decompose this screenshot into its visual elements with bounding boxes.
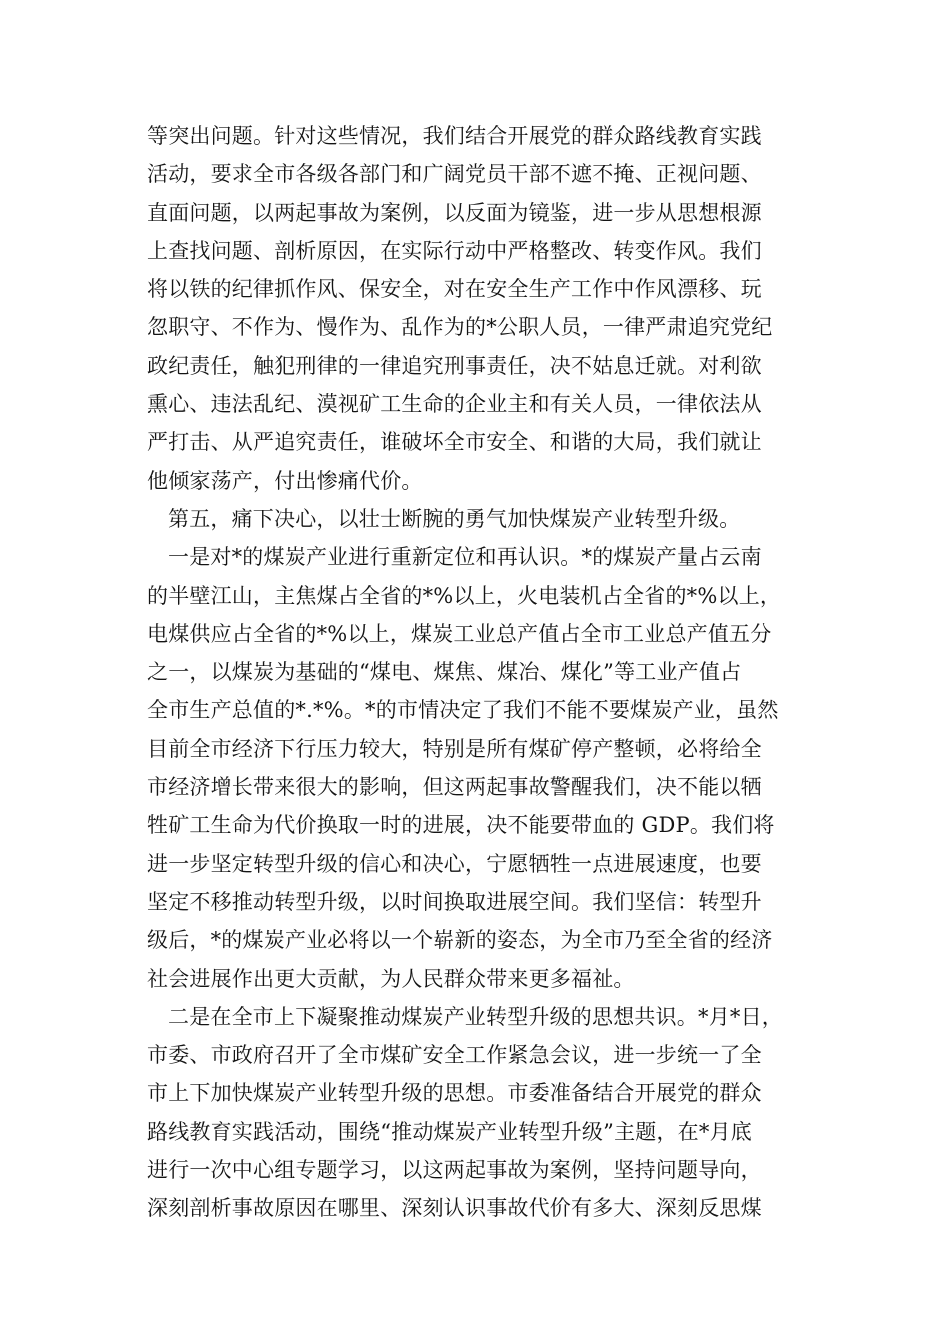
text-line: 上查找问题、剖析原因，在实际行动中严格整改、转变作风。我们 bbox=[147, 238, 762, 263]
text-line: 将以铁的纪律抓作风、保安全，对在安全生产工作中作风漂移、玩 bbox=[147, 277, 762, 302]
text-line: 市委、市政府召开了全市煤矿安全工作紧急会议，进一步统一了全 bbox=[147, 1043, 762, 1068]
text-line: 电煤供应占全省的*%以上，煤炭工业总产值占全市工业总产值五分 bbox=[147, 621, 772, 646]
text-line: 市上下加快煤炭产业转型升级的思想。市委准备结合开展党的群众 bbox=[147, 1081, 762, 1106]
text-line: 忽职守、不作为、慢作为、乱作为的*公职人员，一律严肃追究党纪 bbox=[147, 315, 773, 340]
text-line: 路线教育实践活动，围绕“推动煤炭产业转型升级”主题，在*月底 bbox=[147, 1119, 752, 1144]
text-line: 目前全市经济下行压力较大，特别是所有煤矿停产整顿，必将给全 bbox=[147, 736, 762, 761]
paragraph-first-line: 二是在全市上下凝聚推动煤炭产业转型升级的思想共识。*月*日， bbox=[168, 1004, 783, 1029]
text-line: 他倾家荡产，付出惨痛代价。 bbox=[147, 468, 423, 493]
text-line: 熏心、违法乱纪、漠视矿工生命的企业主和有关人员，一律依法从 bbox=[147, 392, 762, 417]
text-line: 活动，要求全市各级各部门和广阔党员干部不遮不掩、正视问题、 bbox=[147, 162, 762, 187]
text-line: 之一，以煤炭为基础的“煤电、煤焦、煤冶、煤化”等工业产值占 bbox=[147, 660, 742, 685]
text-line: 的半壁江山，主焦煤占全省的*%以上，火电装机占全省的*%以上， bbox=[147, 583, 782, 608]
text-line: 政纪责任，触犯刑律的一律追究刑事责任，决不姑息迁就。对利欲 bbox=[147, 353, 762, 378]
paragraph-first-line: 一是对*的煤炭产业进行重新定位和再认识。*的煤炭产量占云南 bbox=[168, 545, 762, 570]
body-text bbox=[147, 117, 807, 1228]
text-line: 坚定不移推动转型升级，以时间换取进展空间。我们坚信：转型升 bbox=[147, 889, 762, 914]
text-line: 进一步坚定转型升级的信心和决心，宁愿牺牲一点进展速度，也要 bbox=[147, 851, 762, 876]
text-line: 全市生产总值的*.*%。*的市情决定了我们不能不要煤炭产业，虽然 bbox=[147, 698, 779, 723]
text-line: 深刻剖析事故原因在哪里、深刻认识事故代价有多大、深刻反思煤 bbox=[147, 1196, 762, 1221]
text-line: 级后，*的煤炭产业必将以一个崭新的姿态，为全市乃至全省的经济 bbox=[147, 928, 773, 953]
text-line: 牲矿工生命为代价换取一时的进展，决不能要带血的 GDP。我们将 bbox=[147, 813, 775, 838]
text-line: 市经济增长带来很大的影响，但这两起事故警醒我们，决不能以牺 bbox=[147, 775, 762, 800]
text-line: 社会进展作出更大贡献，为人民群众带来更多福祉。 bbox=[147, 966, 635, 991]
text-line: 直面问题，以两起事故为案例，以反面为镜鉴，进一步从思想根源 bbox=[147, 200, 762, 225]
text-line: 进行一次中心组专题学习，以这两起事故为案例，坚持问题导向， bbox=[147, 1158, 762, 1183]
paragraph-first-line: 第五，痛下决心，以壮士断腕的勇气加快煤炭产业转型升级。 bbox=[168, 506, 741, 531]
text-line: 等突出问题。针对这些情况，我们结合开展党的群众路线教育实践 bbox=[147, 124, 762, 148]
text-line: 严打击、从严追究责任，谁破坏全市安全、和谐的大局，我们就让 bbox=[147, 430, 762, 455]
